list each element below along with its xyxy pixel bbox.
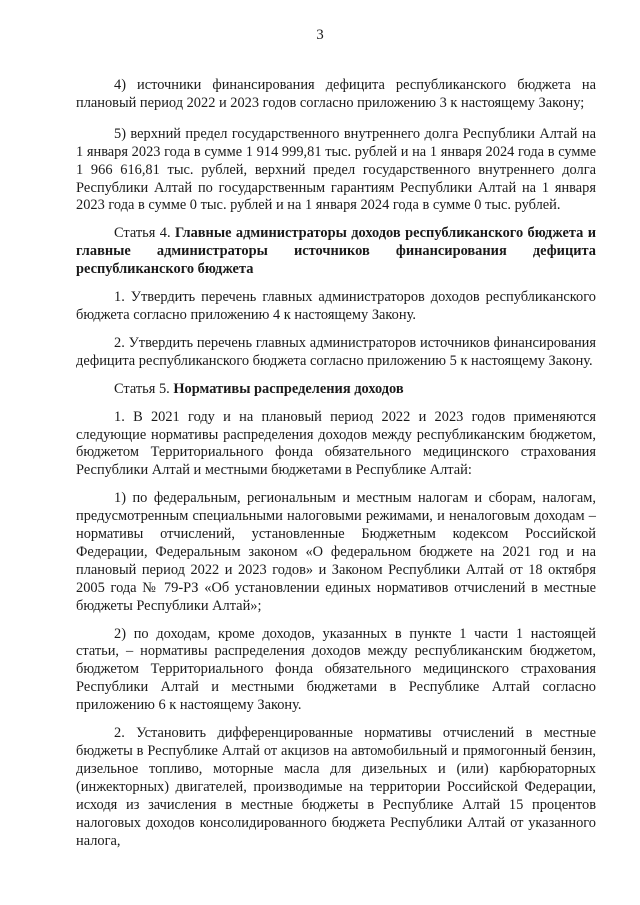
article-5-heading <box>76 381 596 399</box>
paragraph-article4-item2: 2. Утвердить перечень главных администраторов источников финансирования дефицита республиканского бюджета согласно приложению 5 к настоящему Закону. <box>76 334 596 369</box>
article-5-title: Нормативы распределения доходов <box>173 380 404 397</box>
paragraph-article4-item1: 1. Утвердить перечень главных администраторов доходов республиканского бюджета согласно приложению 4 к настоящему Закону. <box>76 289 596 323</box>
article-4-title: Главные администраторы доходов республиканского бюджета и главные администраторы источников финансирования дефицита республиканского бюджета <box>76 225 596 278</box>
article-5-prefix: Статья 5. <box>114 380 174 397</box>
page-number: 3 <box>316 27 324 43</box>
paragraph-article5-item2: 2. Установить дифференцированные нормативы отчислений в местные бюджеты в Республике Алтай от акцизов на автомобильный и прямогонный бензин, дизельное топливо, моторные масла для дизельных и (или) карбюраторных (инжекторных) двигателей, производимые на территории Российской Федерации, исходя из зачисления в местные бюджеты в Республике Алтай 15 процентов налоговых доходов консолидированного бюджета Республики Алтай от указанного налога, <box>76 725 596 849</box>
document-body <box>76 77 596 860</box>
paragraph-debt-limit: 5) верхний предел государственного внутреннего долга Республики Алтай на 1 января 2023 года в сумме 1 914 999,81 тыс. рублей и на 1 января 2024 года в сумме 1 966 616,81 тыс. рублей, верхний предел государственного внутреннего долга Республики Алтай по государственным гарантиям Республики Алтай на 1 января 2023 года в сумме 0 тыс. рублей и на 1 января 2024 года в сумме 0 тыс. рублей. <box>76 125 596 214</box>
paragraph-article5-sub1: 1) по федеральным, региональным и местным налогам и сборам, налогам, предусмотренным специальными налоговыми режимами, и неналоговым доходам – нормативы отчислений, установленные Бюджетным кодексом Российской Федерации, Федеральным законом «О федеральном бюджете на 2021 год и на плановый период 2022 и 2023 годов» и Законом Республики Алтай от 18 октября 2005 года № 79-РЗ «Об установлении единых нормативов отчислений в местные бюджеты Республики Алтай»; <box>76 490 596 614</box>
article-4-prefix: Статья 4. <box>114 225 175 242</box>
paragraph-financing-sources: 4) источники финансирования дефицита республиканского бюджета на плановый период 2022 и 2023 годов согласно приложению 3 к настоящему Закону; <box>76 77 596 111</box>
article-4-heading <box>76 225 596 279</box>
paragraph-article5-sub2: 2) по доходам, кроме доходов, указанных в пункте 1 части 1 настоящей статьи, – нормативы распределения доходов между республиканским бюджетом, бюджетом Территориального фонда обязательного медицинского страхования Республики Алтай и местными бюджетами в Республике Алтай согласно приложению 6 к настоящему Закону. <box>76 625 596 714</box>
paragraph-article5-item1: 1. В 2021 году и на плановый период 2022 и 2023 годов применяются следующие нормативы распределения доходов между республиканским бюджетом, бюджетом Территориального фонда обязательного медицинского страхования Республики Алтай и местными бюджетами в Республике Алтай: <box>76 408 596 479</box>
